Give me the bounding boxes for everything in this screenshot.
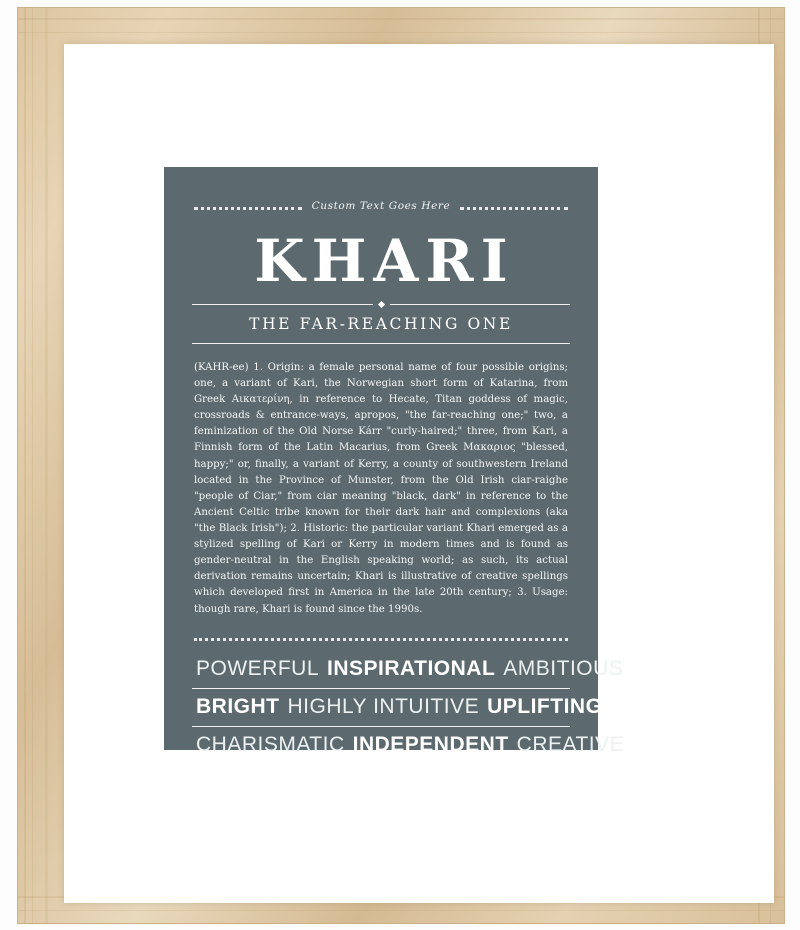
trait-word: CHARISMATIC [196,732,345,756]
trait-word: BRIGHT [196,694,280,718]
traits-block [192,651,625,764]
poster-name: KHARI [254,227,515,295]
trait-word: AMBITIOUS [503,656,624,680]
custom-text-row [192,195,570,217]
trait-row [192,727,625,764]
poster-meaning: THE FAR-REACHING ONE [249,314,513,333]
trait-word: UPLIFTING [487,694,603,718]
divider-under-meaning [192,343,570,344]
divider-line-right [390,304,571,305]
trait-word: CREATIVE [516,732,625,756]
poster-description: (KAHR-ee) 1. Origin: a female personal name of four possible origins; one, a variant of Kari, the Norwegian short form of Katarina, from Greek Αικατερίνη, in reference to Hecate, Titan goddess of magic, crossroads & entrance-ways, apropos, "the far-reaching one;" two, a feminization of the Old Norse Kárr "curly-haired;" three, from Kari, a Finnish form of the Latin Macarius, from Greek Μακαριος "blessed, happy;" or, finally, a variant of Kerry, a county of southwestern Ireland located in the Province of Munster, from the Old Irish ciar-raighe "people of Ciar," from ciar meaning "black, dark" in reference to the Ancient Celtic tribe known for their dark hair and complexions (aka "the Black Irish"); 2. Historic: the particular variant Khari emerged as a stylized spelling of Kari or Kerry in modern times and is found as gender-neutral in the English speaking world; as such, its actual derivation remains uncertain; Khari is illustrative of creative spellings which developed first in America in the late 20th century; 3. Usage: though rare, Khari is found since the 1990s. [194,361,568,615]
custom-text: Custom Text Goes Here [311,200,451,212]
divider-line [192,343,570,344]
trait-word: INSPIRATIONAL [327,656,496,680]
trait-word: HIGHLY INTUITIVE [287,694,480,718]
diamond-icon [377,301,384,308]
trait-word: POWERFUL [196,656,320,680]
trait-word: INDEPENDENT [352,732,509,756]
name-art-poster [164,167,625,756]
divider-with-diamonds [192,302,570,307]
trait-row [192,689,603,727]
dotted-separator [194,634,568,641]
dotted-rule-right [460,202,568,210]
trait-row [192,651,624,689]
divider-line-left [192,304,373,305]
dotted-rule-left [194,202,302,210]
